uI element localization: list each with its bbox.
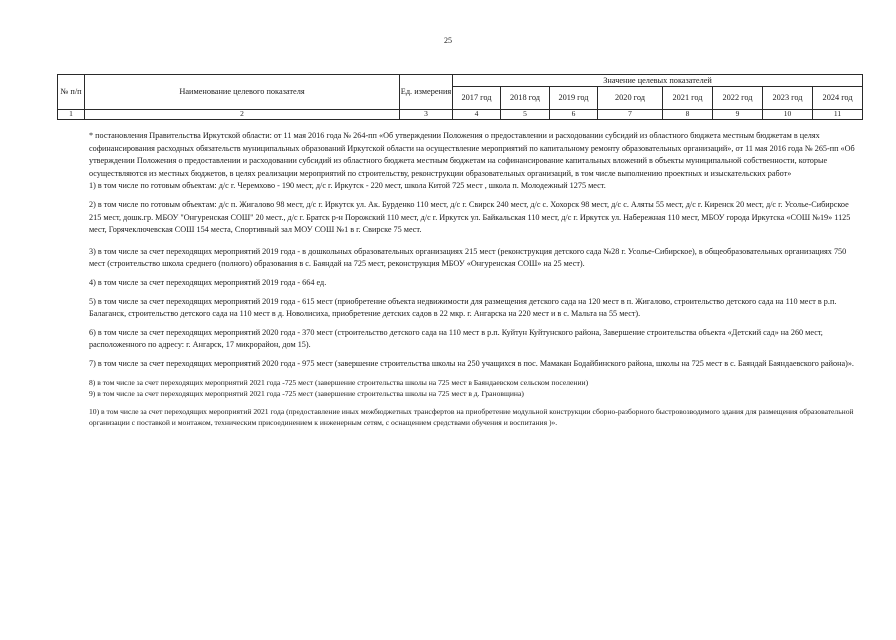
- footnote-8: 8) в том числе за счет переходящих мероприятий 2021 года -725 мест (завершение строительства школы на 725 мест в Баяндаевском сельском поселении): [89, 377, 589, 387]
- column-number-cell: 6: [550, 110, 598, 120]
- year-header: 2017 год: [453, 87, 501, 110]
- col-indicator-name-header: Наименование целевого показателя: [85, 75, 400, 110]
- column-number-cell: 11: [813, 110, 863, 120]
- year-header: 2018 год: [501, 87, 550, 110]
- column-number-cell: 7: [598, 110, 663, 120]
- footnote-2: 2) в том числе по готовым объектам: д/с п. Жигалово 98 мест, д/с г. Иркутск ул. Ак. Бурденко 110 мест, д/с г. Свирск 240 мест, д/с с. Хохорск 98 мест, д/с с. Аляты 55 мест, д/с г. Киренск 20 мест, д/с г. Усолье-Сибирское 215 мест, дошк.гр. МБОУ "Онгуренская СОШ" 20 мест., д/с г. Братск р-н Порожский 110 мест, д/с г. Иркутск ул. Байкальская 110 мест, д/с г. Иркутск ул. Набережная 110 мест, МБОУ города Иркутска «СОШ №19» 1125 мест, Горячеключевская СОШ 154 места, Спортивный зал МОУ СОШ №1 в г. Свирске 75 мест.: [89, 199, 851, 235]
- column-number-cell: 10: [763, 110, 813, 120]
- year-header: 2019 год: [550, 87, 598, 110]
- target-indicators-table-header: [57, 74, 863, 120]
- footnote-4: 4) в том числе за счет переходящих мероприятий 2019 года - 664 ед.: [89, 277, 327, 287]
- target-values-group-header: Значение целевых показателей: [453, 75, 863, 87]
- footnote-resolutions: * постановления Правительства Иркутской области: от 11 мая 2016 года № 264-пп «Об утверждении Положения о предоставлении и расходовании субсидий из областного бюджета местным бюджетам в целях софинансирования расходных обязательств муниципальных образований Иркутской области на осуществление мероприятий по капитальному ремонту образовательных организаций», от 11 мая 2016 года № 265-пп «Об утверждении Положения о предоставлении и расходовании субсидий из областного бюджета местным бюджетам на софинансирование капитальных вложений в объекты муниципальной собственности, которые осуществляются из местных бюджетов, в целях реализации мероприятий по строительству, реконструкции образовательных организаций, в том числе выполнению проектных и изыскательских работ»: [89, 131, 855, 178]
- column-number-cell: 9: [713, 110, 763, 120]
- footnote-3: 3) в том числе за счет переходящих мероприятий 2019 года - в дошкольных образовательных организациях 215 мест (реконструкция детского сада №28 г. Усолье-Сибирское), в общеобразовательных организациях 750 мест (строительство школа среднего (полного) образования в с. Баяндай на 725 мест, реконструкция МБОУ «Онгуренская СОШ» на 25 мест).: [89, 246, 847, 269]
- page-number: 25: [444, 36, 452, 45]
- year-header: 2023 год: [763, 87, 813, 110]
- column-number-cell: 3: [400, 110, 453, 120]
- year-header: 2024 год: [813, 87, 863, 110]
- column-number-cell: 1: [58, 110, 85, 120]
- footnote-5: 5) в том числе за счет переходящих мероприятий 2019 года - 615 мест (приобретение объекта недвижимости для размещения детского сада на 120 мест в п. Жигалово, строительство детского сада на 110 мест в р.п. Балаганск, строительство детского сада на 110 мест в д. Новолисиха, приобретение детских садов в 22 мкр. г. Ангарска на 220 мест и в с. Мальта на 55 мест).: [89, 296, 837, 319]
- footnote-6: 6) в том числе за счет переходящих мероприятий 2020 года - 370 мест (строительство детского сада на 110 мест в р.п. Куйтун Куйтунского района, Завершение строительства объекта «Детский сад» на 260 мест, расположенного по адресу: г. Ангарск, 17 микрорайон, дом 15).: [89, 327, 823, 350]
- column-number-cell: 5: [501, 110, 550, 120]
- footnotes: [89, 130, 861, 429]
- column-number-cell: 4: [453, 110, 501, 120]
- column-number-cell: 8: [663, 110, 713, 120]
- year-header: 2022 год: [713, 87, 763, 110]
- footnote-1: 1) в том числе по готовым объектам: д/с г. Черемхово - 190 мест, д/с г. Иркутск - 220 мест, школа Китой 725 мест , школа п. Молодежный 1275 мест.: [89, 181, 606, 191]
- col-unit-header: Ед. измерения: [400, 75, 453, 110]
- footnote-10: 10) в том числе за счет переходящих мероприятий 2021 года (предоставление иных межбюджетных трансфертов на приобретение модульной конструкции сборно-разборного быстровозводимого здания для размещения образовательной организации с поставкой и монтажом, техническим присоединением к инженерным сетям, с оснащением средствами обучения и воспитания )».: [89, 406, 854, 428]
- footnote-7: 7) в том числе за счет переходящих мероприятий 2020 года - 975 мест (завершение строительства школы на 250 учащихся в пос. Мамакан Бодайбинского района, школы на 725 мест в с. Баяндай Баяндаевского района)».: [89, 358, 854, 368]
- column-number-cell: 2: [85, 110, 400, 120]
- year-header: 2021 год: [663, 87, 713, 110]
- footnote-9: 9) в том числе за счет переходящих мероприятий 2021 года -725 мест (завершение строительства школы на 725 мест в д. Грановщина): [89, 389, 524, 399]
- col-number-header: № п/п: [58, 75, 85, 110]
- year-header: 2020 год: [598, 87, 663, 110]
